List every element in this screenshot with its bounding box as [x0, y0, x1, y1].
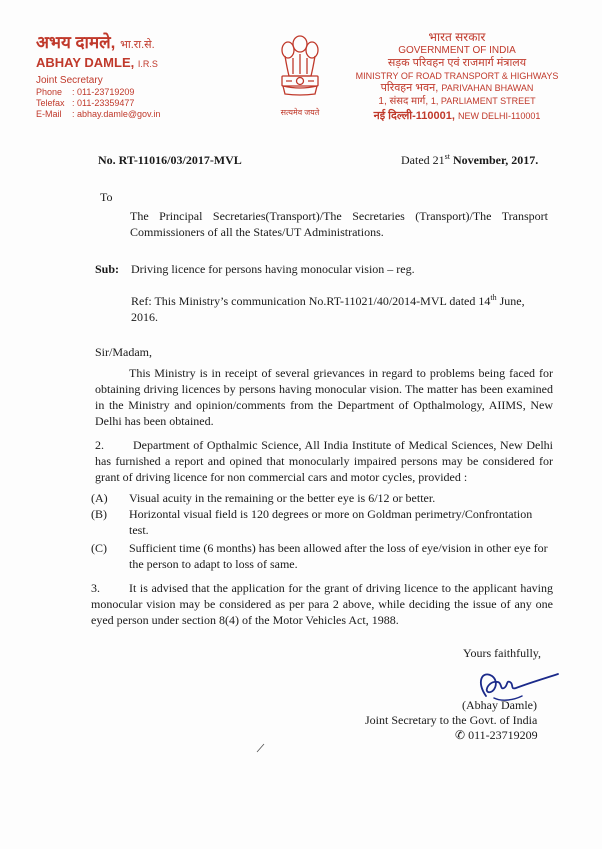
sender-service-hindi: भा.रा.से. [120, 39, 155, 51]
signatory-designation: Joint Secretary to the Govt. of India [365, 713, 538, 727]
paragraph-1: This Ministry is in receipt of several grievances in regard to problems being faced for obtaining driving licences by persons having monocular vision. The matter has been examined in the Ministry and opinion/comments from the Department of Opthalmology, AIIMS, New Delhi has been obtained. [95, 366, 553, 428]
condition-item-a: (A) Visual acuity in the remaining or the better eye is 6/12 or better. [91, 491, 436, 505]
subject-label: Sub: [95, 262, 120, 276]
condition-item-b: (B) Horizontal visual field is 120 degrees or more on Goldman perimetry/Confrontation test. [91, 507, 533, 537]
ministry-english: MINISTRY OF ROAD TRANSPORT & HIGHWAYS [355, 71, 559, 81]
paragraph-3: 3. It is advised that the application for the grant of driving licence to the applicant having monocular vision may be considered as per para 2 above, while deciding the issue of any one eyed person under section 8(4) of the Motor Vehicles Act, 1988. [91, 581, 553, 627]
condition-item-c: (C) Sufficient time (6 months) has been allowed after the loss of eye/vision in other eye for the person to adapt to loss of same. [91, 541, 548, 571]
to-label: To [100, 190, 113, 204]
sender-block [36, 33, 160, 120]
stray-pen-mark [255, 740, 269, 754]
gov-english: GOVERNMENT OF INDIA [398, 45, 516, 56]
gov-hindi: भारत सरकार [428, 30, 486, 44]
lion-capital-icon [275, 30, 325, 106]
paragraph-2: 2. Department of Opthalmic Science, All India Institute of Medical Sciences, New Delhi has furnished a report and opined that monocularly impaired persons may be considered for grant of driving licence for non commercial cars and motor cycles, provided : [95, 438, 553, 484]
signatory-phone: ✆ 011-23719209 [455, 728, 538, 742]
city-line: नई दिल्ली-110001, NEW DELHI-110001 [373, 110, 541, 122]
letter-date: Dated 21st November, 2017. [401, 152, 539, 167]
sender-telefax: Telefax : 011-23359477 [36, 98, 135, 108]
closing: Yours faithfully, [463, 646, 542, 660]
sender-service-english: I.R.S [137, 59, 158, 69]
salutation: Sir/Madam, [95, 345, 152, 359]
emblem-motto: सत्यमेव जयते [280, 108, 320, 117]
reference-number: No. RT-11016/03/2017-MVL [98, 153, 242, 167]
sender-name-english: ABHAY DAMLE, I.R.S [36, 55, 158, 70]
phone-icon: ✆ [455, 728, 466, 742]
bhawan-line: परिवहन भवन, PARIVAHAN BHAWAN [380, 82, 534, 94]
ministry-hindi: सड़क परिवहन एवं राजमार्ग मंत्रालय [387, 57, 527, 69]
state-emblem [262, 30, 338, 118]
street-line: 1, संसद मार्ग, 1, PARLIAMENT STREET [378, 96, 536, 107]
ministry-block [340, 30, 574, 123]
reference-line: Ref: This Ministry’s communication No.RT-11021/40/2014-MVL dated 14th June, 2016. [131, 293, 525, 324]
sender-designation: Joint Secretary [36, 75, 103, 86]
sender-phone: Phone : 011-23719209 [36, 87, 135, 97]
sender-name-hindi: अभय दामले, भा.रा.से. [36, 33, 155, 52]
sender-email: E-Mail : abhay.damle@gov.in [36, 109, 161, 119]
addressee: The Principal Secretaries(Transport)/The Secretaries (Transport)/The Transport Commissioners of all the States/UT Administrations. [130, 209, 548, 239]
subject-text: Driving licence for persons having monocular vision – reg. [131, 262, 415, 276]
signatory-name: (Abhay Damle) [462, 698, 537, 712]
